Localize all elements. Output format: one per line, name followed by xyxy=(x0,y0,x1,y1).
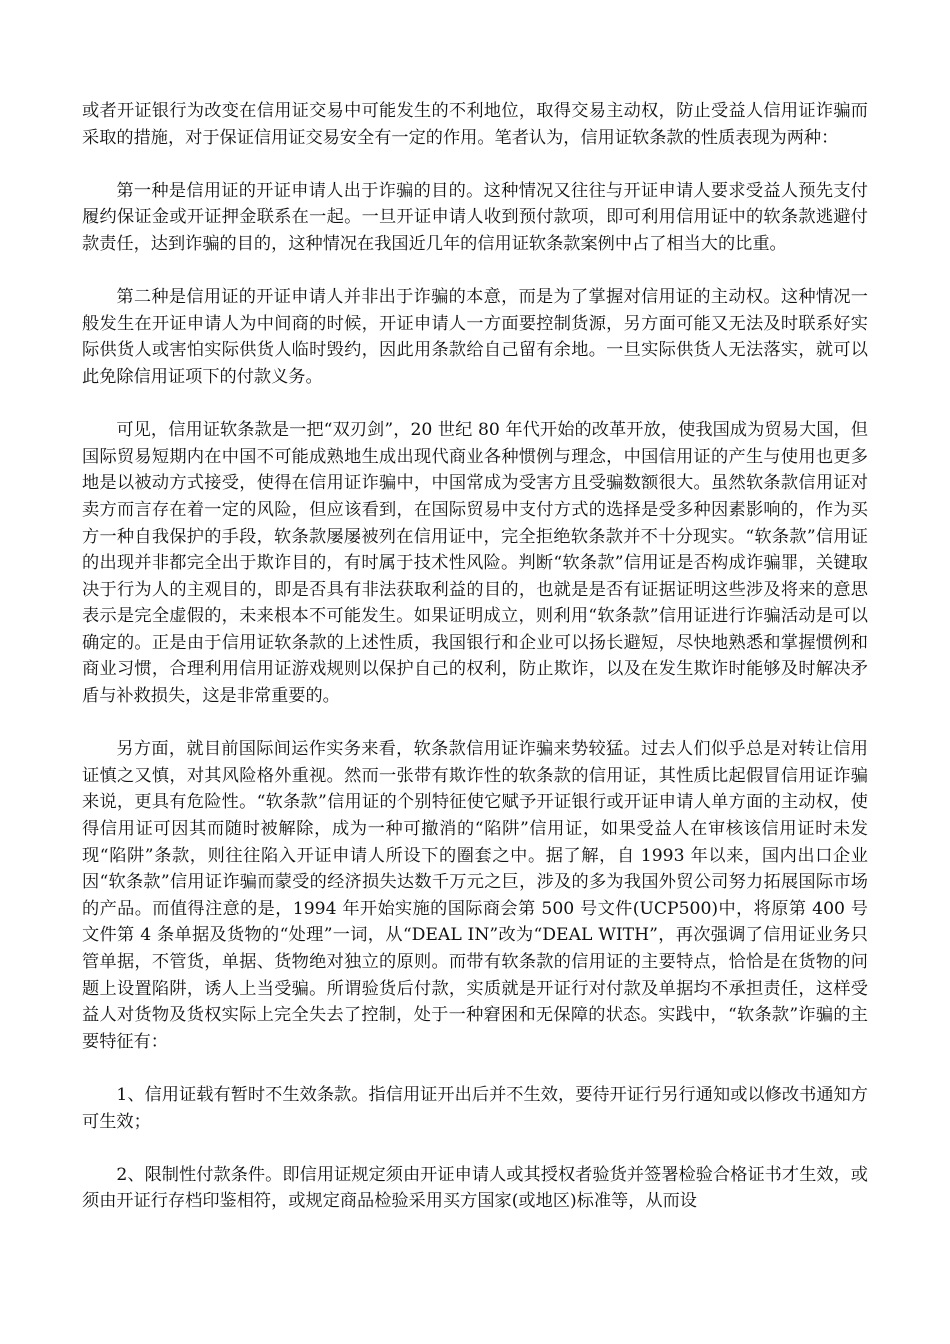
document-body xyxy=(82,98,868,1215)
paragraph-second-type: 第二种是信用证的开证申请人并非出于诈骗的本意，而是为了掌握对信用证的主动权。这种情况一般发生在开证申请人为中间商的时候，开证申请人一方面要控制货源，另方面可能又无法及时联系好实际供货人或害怕实际供货人临时毁约，因此用条款给自己留有余地。一旦实际供货人无法落实，就可以此免除信用证项下的付款义务。 xyxy=(82,287,868,387)
paragraph-double-edged-sword: 可见，信用证软条款是一把“双刃剑”，20 世纪 80 年代开始的改革开放，使我国成为贸易大国，但国际贸易短期内在中国不可能成熟地生成出现代商业各种惯例与理念，中国信用证的产生与使用也更多地是以被动方式接受，使得在信用证诈骗中，中国常成为受害方且受骗数额很大。虽然软条款信用证对卖方而言存在着一定的风险，但应该看到，在国际贸易中支付方式的选择是受多种因素影响的，作为买方一种自我保护的手段，软条款屡屡被列在信用证中，完全拒绝软条款并不十分现实。“软条款”信用证的出现并非都完全出于欺诈目的，有时属于技术性风险。判断“软条款”信用证是否构成诈骗罪，关键取决于行为人的主观目的，即是否具有非法获取利益的目的，也就是是否有证据证明这些涉及将来的意思表示是完全虚假的，未来根本不可能发生。如果证明成立，则利用“软条款”信用证进行诈骗活动是可以确定的。正是由于信用证软条款的上述性质，我国银行和企业可以扬长避短，尽快地熟悉和掌握惯例和商业习惯，合理利用信用证游戏规则以保护自己的权利，防止欺诈，以及在发生欺诈时能够及时解决矛盾与补救损失，这是非常重要的。 xyxy=(82,420,868,707)
paragraph-feature-2: 2、限制性付款条件。即信用证规定须由开证申请人或其授权者验货并签署检验合格证书才生效，或须由开证行存档印鉴相符，或规定商品检验采用买方国家(或地区)标准等，从而设 xyxy=(82,1164,868,1212)
paragraph-feature-1: 1、信用证载有暂时不生效条款。指信用证开出后并不生效，要待开证行另行通知或以修改书通知方可生效； xyxy=(82,1084,868,1132)
paragraph-fraud-trend: 另方面，就目前国际间运作实务来看，软条款信用证诈骗来势较猛。过去人们似乎总是对转让信用证慎之又慎，对其风险格外重视。然而一张带有欺诈性的软条款的信用证，其性质比起假冒信用证诈骗来说，更具有危险性。“软条款”信用证的个别特征使它赋予开证银行或开证申请人单方面的主动权，使得信用证可因其而随时被解除，成为一种可撤消的“陷阱”信用证，如果受益人在审核该信用证时未发现“陷阱”条款，则往往陷入开证申请人所设下的圈套之中。据了解，自 1993 年以来，国内出口企业因“软条款”信用证诈骗而蒙受的经济损失达数千万元之巨，涉及的多为我国外贸公司努力拓展国际市场的产品。而值得注意的是，1994 年开始实施的国际商会第 500 号文件(UCP500)中，将原第 400 号文件第 4 条单据及货物的“处理”一词，从“DEAL IN”改为“DEAL WITH”，再次强调了信用证业务只管单据，不管货，单据、货物绝对独立的原则。而带有软条款的信用证的主要特点，恰恰是在货物的问题上设置陷阱，诱人上当受骗。所谓验货后付款，实质就是开证行对付款及单据均不承担责任，这样受益人对货物及货权实际上完全失去了控制，处于一种窘困和无保障的状态。实践中，“软条款”诈骗的主要特征有： xyxy=(82,739,868,1052)
paragraph-intro-continuation: 或者开证银行为改变在信用证交易中可能发生的不利地位，取得交易主动权，防止受益人信用证诈骗而采取的措施，对于保证信用证交易安全有一定的作用。笔者认为，信用证软条款的性质表现为两种： xyxy=(82,101,868,148)
paragraph-first-type: 第一种是信用证的开证申请人出于诈骗的目的。这种情况又往往与开证申请人要求受益人预先支付履约保证金或开证押金联系在一起。一旦开证申请人收到预付款项，即可利用信用证中的软条款逃避付款责任，达到诈骗的目的，这种情况在我国近几年的信用证软条款案例中占了相当大的比重。 xyxy=(82,180,868,254)
